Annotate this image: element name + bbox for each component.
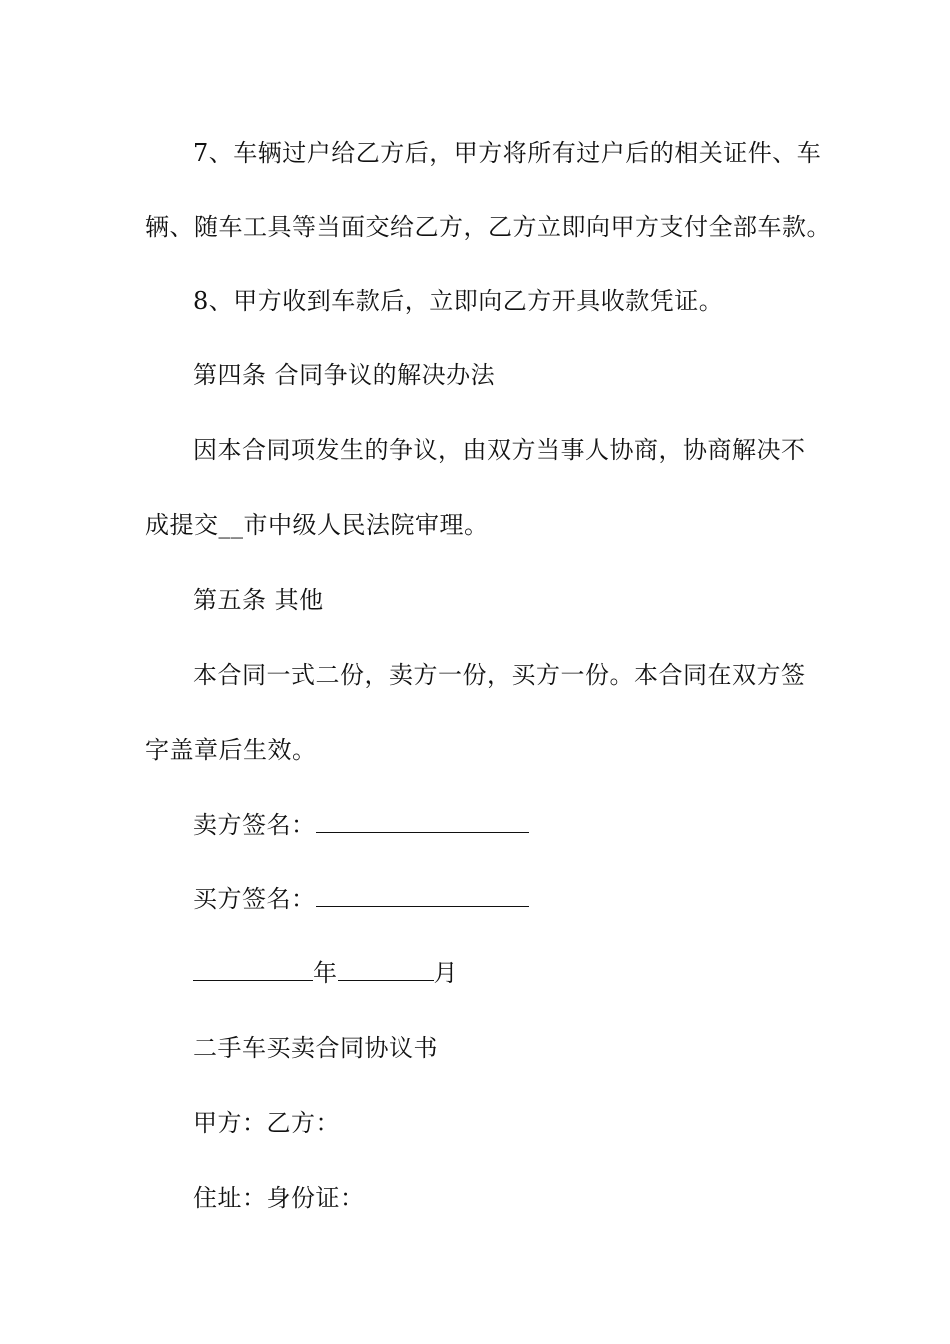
buyer-signature-label: 买方签名： [193, 885, 316, 913]
heading-article-4: 第四条 合同争议的解决办法 [193, 361, 496, 389]
paragraph-clause-7-line-1: 7、车辆过户给乙方后，甲方将所有过户后的相关证件、车 [193, 139, 822, 167]
paragraph-copies-line-2: 字盖章后生效。 [145, 736, 317, 764]
paragraph-clause-8: 8、甲方收到车款后，立即向乙方开具收款凭证。 [193, 287, 724, 315]
second-contract-title: 二手车买卖合同协议书 [193, 1034, 438, 1062]
date-line [193, 958, 458, 988]
paragraph-dispute-line-1: 因本合同项发生的争议，由双方当事人协商，协商解决不 [193, 436, 806, 464]
seller-signature-line [193, 810, 529, 840]
year-label: 年 [313, 959, 338, 987]
heading-article-5: 第五条 其他 [193, 586, 324, 614]
paragraph-copies-line-1: 本合同一式二份，卖方一份，买方一份。本合同在双方签 [193, 661, 806, 689]
buyer-signature-blank[interactable] [316, 884, 529, 907]
paragraph-dispute-line-2: 成提交__市中级人民法院审理。 [145, 511, 489, 539]
month-label: 月 [433, 959, 458, 987]
paragraph-clause-7-line-2: 辆、随车工具等当面交给乙方，乙方立即向甲方支付全部车款。 [145, 213, 831, 241]
seller-signature-label: 卖方签名： [193, 811, 316, 839]
month-blank[interactable] [338, 958, 434, 981]
buyer-signature-line [193, 884, 529, 914]
seller-signature-blank[interactable] [316, 810, 529, 833]
address-id-line: 住址：身份证： [193, 1184, 365, 1212]
year-blank[interactable] [193, 958, 313, 981]
parties-line: 甲方：乙方： [193, 1109, 340, 1137]
